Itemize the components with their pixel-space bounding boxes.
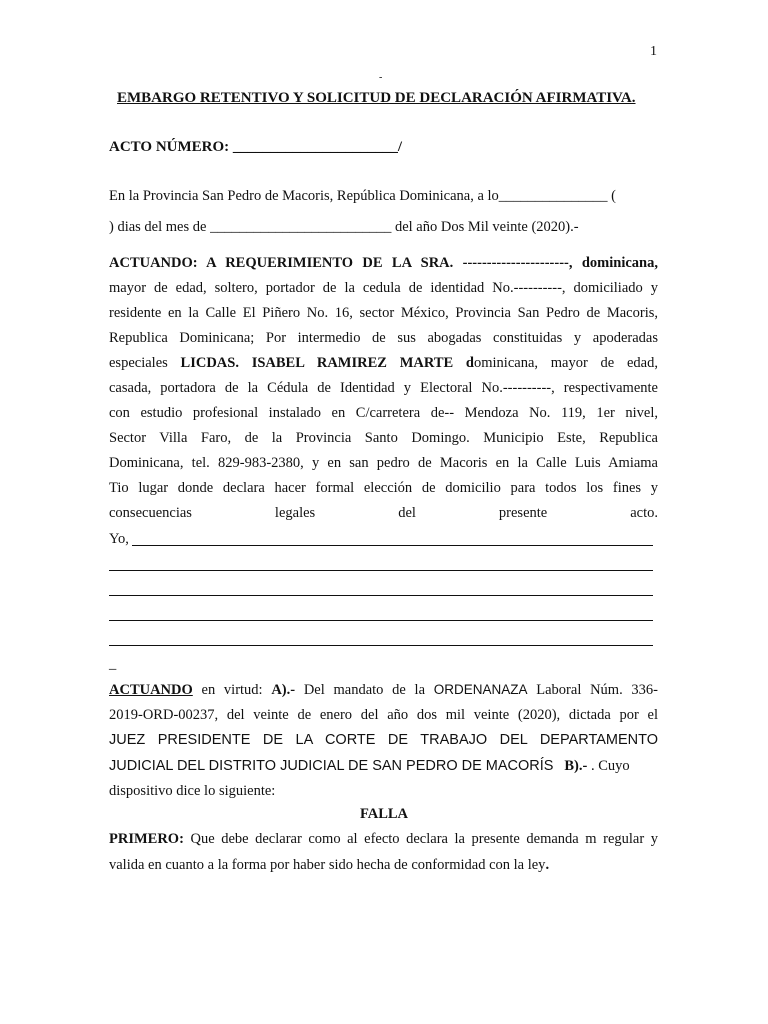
stray-mark: - xyxy=(379,72,383,83)
mandato-text: Del mandato de la xyxy=(295,682,434,698)
actuando2-line-1 xyxy=(109,683,658,698)
actuando-line-10: Tio lugar donde declara hacer formal elección de domicilio para todos los fines y xyxy=(109,480,658,496)
primero-text-2: valida en cuanto a la forma por haber sido hecha de conformidad con la ley xyxy=(109,857,546,873)
primero-line-1 xyxy=(109,832,658,847)
actuando2-line-2: 2019-ORD-00237, del veinte de enero del año dos mil veinte (2020), dictada por el xyxy=(109,707,658,723)
actuando2-line-4 xyxy=(109,758,630,775)
primero-label: PRIMERO: xyxy=(109,831,184,847)
page-number: 1 xyxy=(650,44,657,59)
primero-line-2 xyxy=(109,857,549,874)
blank-line-yo xyxy=(132,545,653,546)
blank-line-1 xyxy=(109,570,653,571)
lawyers-name: LICDAS. ISABEL RAMIREZ MARTE d xyxy=(180,355,474,371)
falla-heading: FALLA xyxy=(359,806,409,822)
especiales-text: especiales xyxy=(109,355,181,371)
cuyo-text: . Cuyo xyxy=(587,758,630,774)
intro-line-2: ) dias del mes de _________________________ del año Dos Mil veinte (2020).- xyxy=(109,219,579,235)
actuando-line-1 xyxy=(109,256,658,271)
actuando2-line-3: JUEZ PRESIDENTE DE LA CORTE DE TRABAJO DEL DEPARTAMENTO xyxy=(109,732,658,748)
document-title: EMBARGO RETENTIVO Y SOLICITUD DE DECLARACIÓN AFIRMATIVA. xyxy=(117,90,636,106)
trailing-underscore: _ xyxy=(109,656,117,672)
blank-line-4 xyxy=(109,645,653,646)
blank-line-3 xyxy=(109,620,653,621)
item-a: A).- xyxy=(271,682,296,698)
actuando-line-5 xyxy=(109,356,658,371)
acto-numero: ACTO NÚMERO: ______________________/ xyxy=(109,139,403,155)
actuando-heading: ACTUANDO: A REQUERIMIENTO DE LA SRA. xyxy=(109,255,454,271)
distrito-judicial: JUDICIAL DEL DISTRITO JUDICIAL DE SAN PEDRO DE MACORÍS xyxy=(109,758,554,774)
yo-label: Yo, xyxy=(109,531,129,547)
actuando-line-3: residente en la Calle El Piñero No. 16, sector México, Provincia San Pedro de Macoris, xyxy=(109,305,658,321)
lawyers-details: ominicana, mayor de edad, xyxy=(473,355,658,371)
actuando-line-8: Sector Villa Faro, de la Provincia Santo Domingo. Municipio Este, Republica xyxy=(109,430,658,446)
en-virtud: en virtud: xyxy=(192,682,272,698)
actuando2-line-5: dispositivo dice lo siguiente: xyxy=(109,783,276,799)
actuando-line-9: Dominicana, tel. 829-983-2380, y en san pedro de Macoris en la Calle Luis Amiama xyxy=(109,455,658,471)
intro-line-1: En la Provincia San Pedro de Macoris, República Dominicana, a lo_______________ ( xyxy=(109,188,616,204)
blank-line-2 xyxy=(109,595,653,596)
ordenanza-word: ORDENANAZA xyxy=(433,682,528,697)
primero-end-dot: . xyxy=(545,857,550,873)
actuando2-label: ACTUANDO xyxy=(109,682,193,698)
laboral-num: Laboral Núm. 336- xyxy=(527,682,659,698)
actuando-line-6: casada, portadora de la Cédula de Identidad y Electoral No.----------, respectivamente xyxy=(109,380,658,396)
actuando-dashes: ----------------------, dominicana, xyxy=(453,255,658,271)
actuando-line-11: consecuencias legales del presente acto. xyxy=(109,505,658,521)
actuando-line-2: mayor de edad, soltero, portador de la cedula de identidad No.----------, domiciliado y xyxy=(109,280,658,296)
primero-text: Que debe declarar como al efecto declara la presente demanda m regular y xyxy=(183,831,658,847)
actuando-line-7: con estudio profesional instalado en C/carretera de-- Mendoza No. 119, 1er nivel, xyxy=(109,405,658,421)
item-b: B).- xyxy=(564,758,588,774)
actuando-line-4: Republica Dominicana; Por intermedio de sus abogadas constituidas y apoderadas xyxy=(109,330,658,346)
